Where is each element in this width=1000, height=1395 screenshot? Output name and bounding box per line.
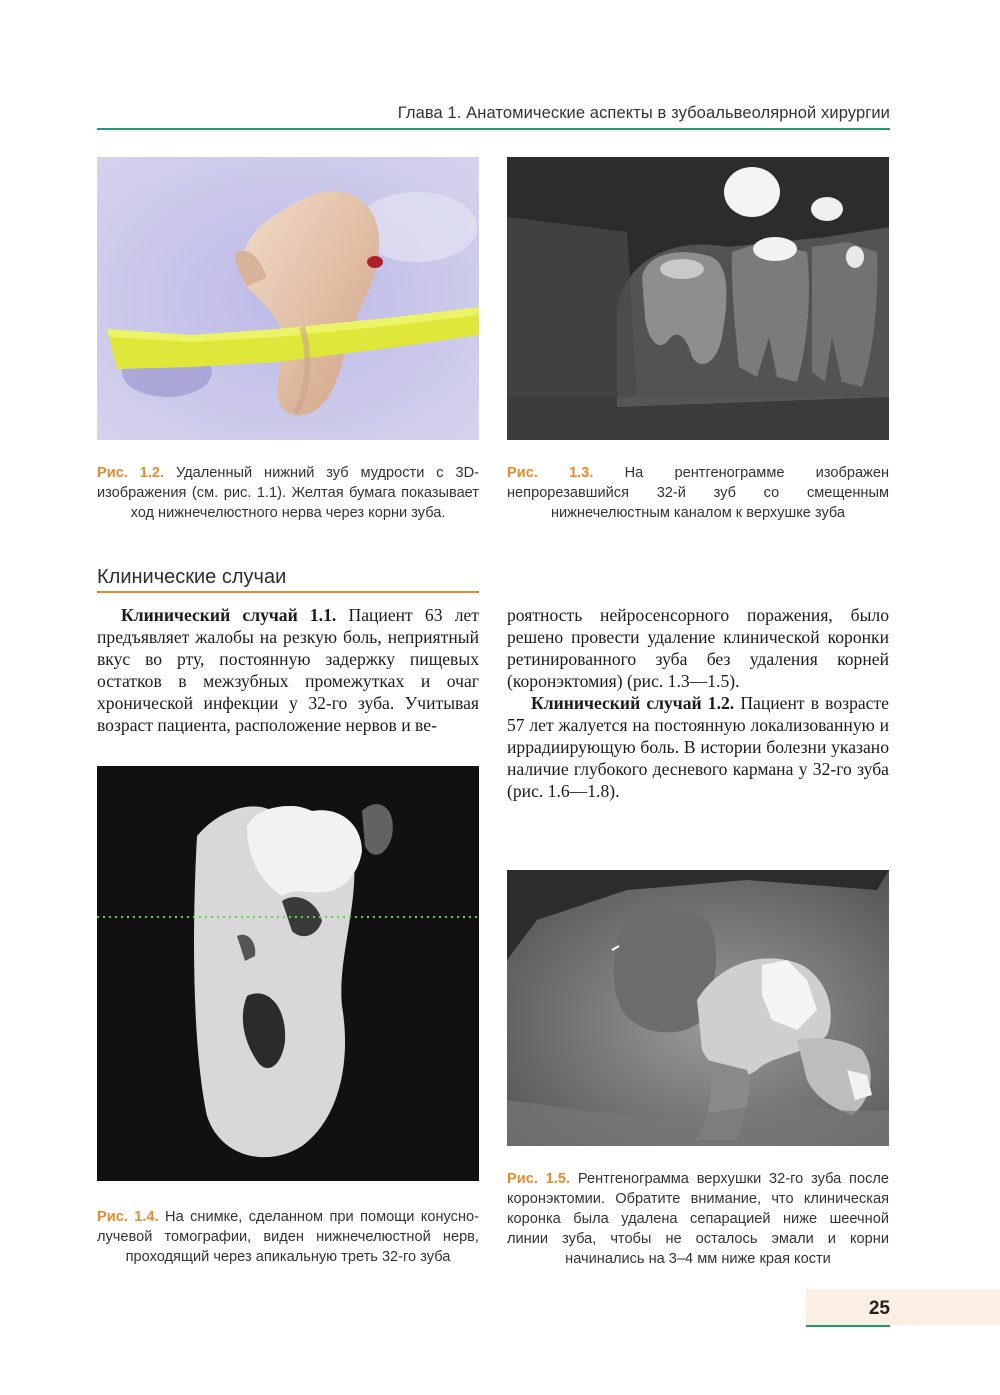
caption-text: Рентгенограмма верхушки 32-го зуба после коронэктомии. Обратите внимание, что клиническая коронка была удалена сепарацией ниже шеечной линии зуба, чтобы не осталось эмали и корни начинались на 3–4 мм ниже края кости [507, 1171, 889, 1267]
case-1-2-paragraph [507, 692, 889, 802]
case-1-1-continuation: роятность нейросенсорного поражения, было решено провести удаление клинической коронки ретинированного зуба без удаления корней (коронэктомия) (рис. 1.3—1.5). [507, 605, 889, 691]
figure-1-2-caption [97, 463, 479, 523]
page-number-rule [806, 1325, 890, 1327]
case-title: Клинический случай 1.1. [121, 605, 337, 625]
header-rule [97, 128, 890, 130]
figure-1-5-radiograph [507, 870, 889, 1146]
figure-label: Рис. 1.2. [97, 465, 165, 481]
case-text-right [507, 604, 889, 802]
figure-label: Рис. 1.5. [507, 1171, 571, 1187]
figure-1-3-radiograph [507, 157, 889, 440]
figure-1-3-caption [507, 463, 889, 523]
case-title: Клинический случай 1.2. [531, 693, 735, 713]
page-number: 25 [868, 1298, 890, 1319]
running-head: Глава 1. Анатомические аспекты в зубоальвеолярной хирургии [397, 104, 890, 122]
case-text: Пациент 63 лет предъявляет жалобы на резкую боль, неприятный вкус во рту, постоянную задержку пищевых остатков в межзубных промежутках и очаг хронической инфекции у 32-го зуба. Учитывая возраст пациента, расположение нервов и ве- [97, 605, 479, 735]
caption-text: На рентгенограмме изображен непрорезавшийся 32-й зуб со смещенным нижнечелюстным каналом к верхушке зуба [507, 465, 889, 521]
figure-1-4-cbct [97, 766, 479, 1181]
figure-label: Рис. 1.3. [507, 465, 594, 481]
figure-1-4-caption [97, 1207, 479, 1267]
figure-label: Рис. 1.4. [97, 1209, 159, 1225]
caption-text: Удаленный нижний зуб мудрости с 3D-изображения (см. рис. 1.1). Желтая бумага показывает ход нижнечелюстного нерва через корни зуба. [97, 465, 479, 521]
caption-text: На снимке, сделанном при помощи конусно-лучевой томографии, виден нижнечелюстной нерв, проходящий через апикальную треть 32-го зуба [97, 1209, 479, 1265]
figure-1-2-photo [97, 157, 479, 440]
case-1-1-paragraph [97, 604, 479, 736]
case-text: Пациент в возрасте 57 лет жалуется на постоянную локализованную и иррадиирующую боль. В истории болезни указано наличие глубокого десневого кармана у 32-го зуба (рис. 1.6—1.8). [507, 693, 889, 801]
section-rule [97, 591, 479, 593]
figure-1-5-caption [507, 1169, 889, 1269]
section-title: Клинические случаи [97, 566, 287, 588]
case-1-1-text-left [97, 604, 479, 736]
